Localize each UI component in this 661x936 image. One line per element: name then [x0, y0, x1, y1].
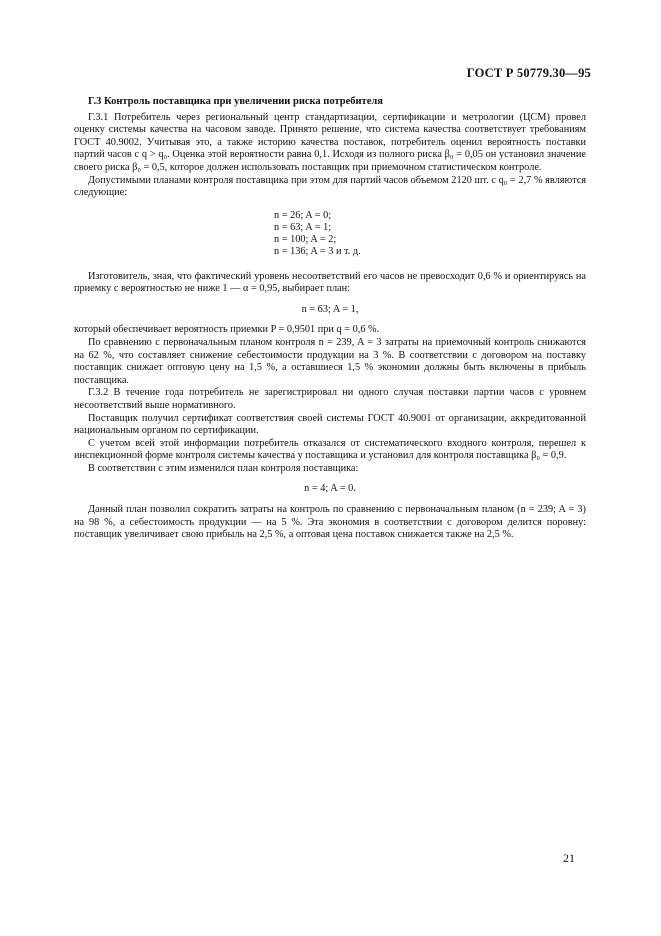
plan-item: n = 63; A = 1;: [274, 221, 332, 233]
paragraph-allowed-plans: Допустимыми планами контроля поставщика при этом для партий часов объемом 2120 шт. с q₀ = 2,7 % являются следующие:: [74, 174, 586, 199]
plan-item: n = 26; A = 0;: [274, 209, 332, 221]
formula-plan-new: n = 4; A = 0.: [304, 483, 356, 495]
plans-list: [274, 210, 586, 259]
paragraph-acceptance-probability: который обеспечивает вероятность приемки P = 0,9501 при q = 0,6 %.: [74, 324, 380, 336]
paragraph-g32: Г.3.2 В течение года потребитель не зарегистрировал ни одного случая поставки партии часов с уровнем несоответствий выше нормативного.: [74, 387, 586, 411]
plan-item: n = 136; A = 3 и т. д.: [274, 246, 361, 258]
page-number: 21: [563, 851, 575, 865]
paragraph-plan-change: В соответствии с этим изменился план контроля поставщика:: [88, 462, 359, 474]
paragraph-savings: Данный план позволил сократить затраты на контроль по сравнению с первоначальным планом (n = 239; A = 3) на 98 %, а себестоимость продукции — на 5 %. Эта экономия в соответствии с договором делится поровну: поставщик увеличивает свою прибыль на 2,5 %, а оптовая цена поставок снижается также на 2,5 %.: [74, 504, 586, 541]
paragraph-manufacturer: Изготовитель, зная, что фактический уровень несоответствий его часов не превосходит 0,6 % и ориентируясь на приемку с вероятностью не ниже 1 — α = 0,95, выбирает план:: [74, 270, 586, 295]
document-body: [74, 96, 586, 542]
document-header: ГОСТ Р 50779.30—95: [466, 66, 591, 80]
paragraph-cost-comparison: По сравнению с первоначальным планом контроля n = 239, A = 3 затраты на приемочный контроль снижаются на 62 %, что составляет снижение себестоимости продукции на 3 %. В соответствии с договором на поставку поставщик снижает оптовую цену на 1,5 %, а оставшиеся 1,5 % экономии должны быть включены в прибыль поставщика.: [74, 336, 586, 386]
paragraph-inspection: С учетом всей этой информации потребитель отказался от систематического входного контроля, перешел к инспекционной форме контроля системы качества у поставщика и установил для контроля поставщика β₀ = 0,9.: [74, 437, 586, 462]
paragraph-certificate: Поставщик получил сертификат соответствия своей системы ГОСТ 40.9001 от организации, аккредитованной национальным органом по сертификации.: [74, 412, 586, 437]
plan-item: n = 100; A = 2;: [274, 234, 337, 246]
formula-plan-selected: n = 63; A = 1,: [301, 303, 359, 315]
paragraph-g31: Г.3.1 Потребитель через региональный центр стандартизации, сертификации и метрологии (ЦСМ) провел оценку системы качества на часовом заводе. Принято решение, что система качества соответствует требованиям ГОСТ 40.9002. Учитывая это, а также историю качества поставок, потребитель оценил вероятность поставки партий часов с q > q₀. Оценка этой вероятности равна 0,1. Исходя из полного риска β₀ = 0,05 он установил значение своего риска β₀ = 0,5, которое должен использовать поставщик при приемочном статистическом контроле.: [74, 111, 586, 173]
section-heading: Г.3 Контроль поставщика при увеличении риска потребителя: [88, 96, 383, 107]
